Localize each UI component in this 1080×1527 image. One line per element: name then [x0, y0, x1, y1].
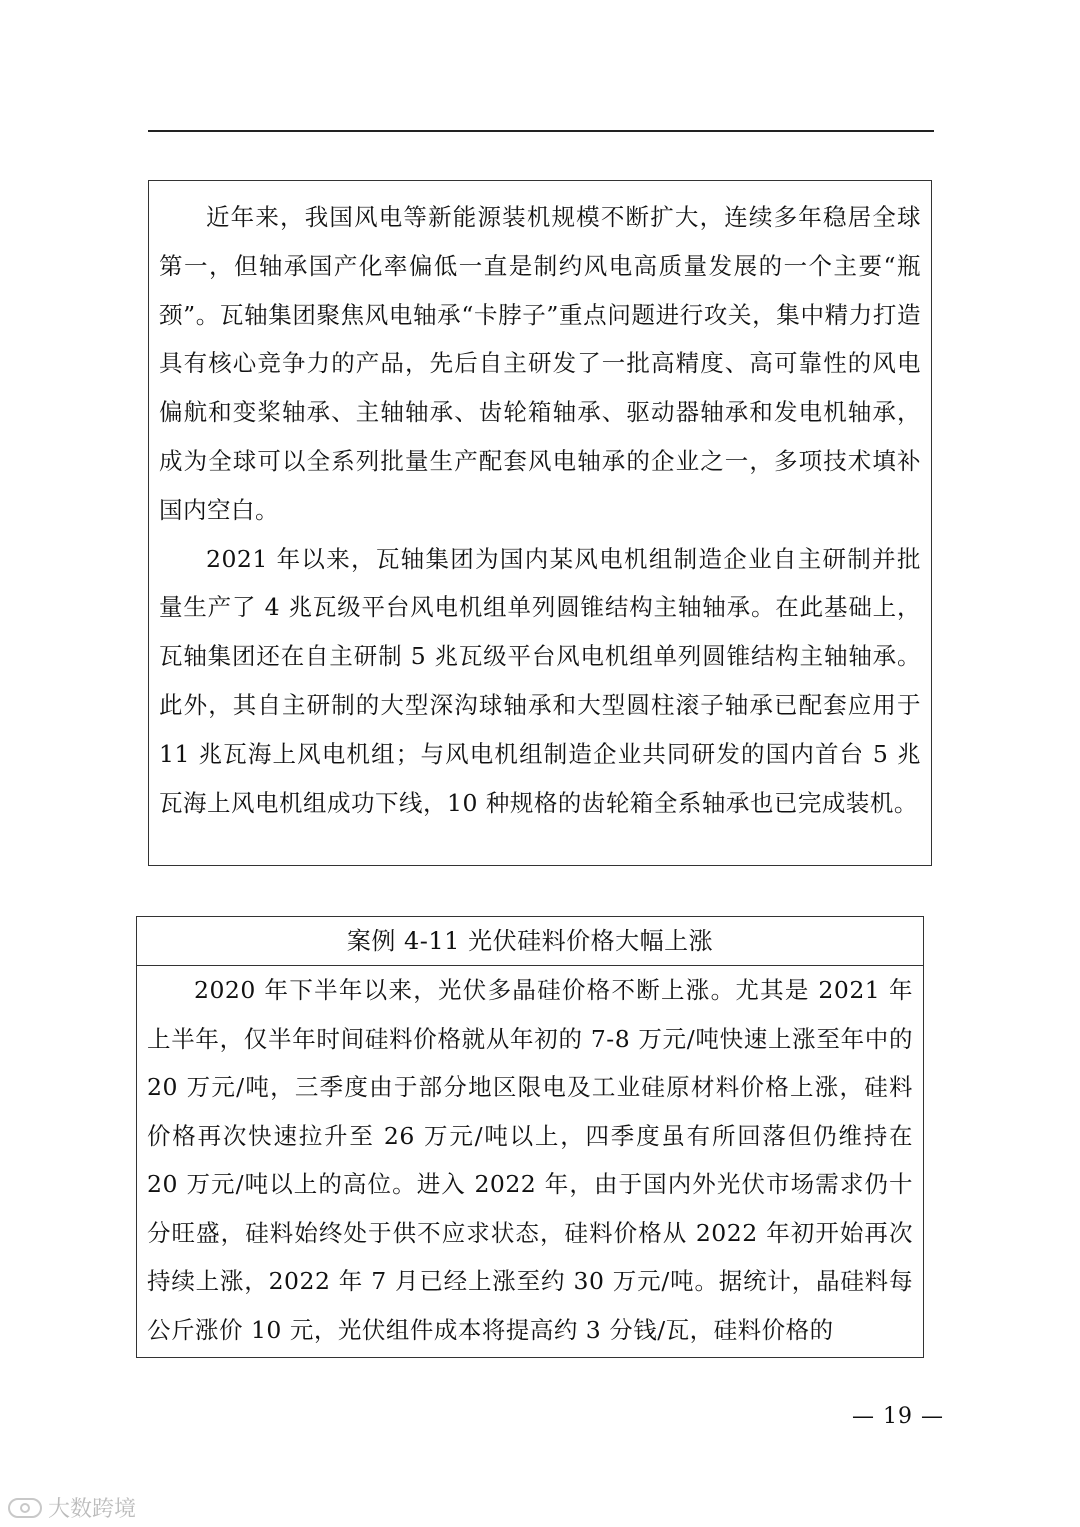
- case-title: 案例 4-11 光伏硅料价格大幅上涨: [137, 917, 923, 966]
- watermark: [8, 1492, 136, 1523]
- watermark-text: 大数跨境: [48, 1497, 137, 1522]
- header-rule: [148, 130, 934, 132]
- paragraph: 近年来，我国风电等新能源装机规模不断扩大，连续多年稳居全球第一，但轴承国产化率偏低一直是制约风电高质量发展的一个主要“瓶颈”。瓦轴集团聚焦风电轴承“卡脖子”重点问题进行攻关，集中精力打造具有核心竞争力的产品，先后自主研发了一批高精度、高可靠性的风电偏航和变桨轴承、主轴轴承、齿轮箱轴承、驱动器轴承和发电机轴承，成为全球可以全系列批量生产配套风电轴承的企业之一，多项技术填补国内空白。: [159, 203, 921, 524]
- case-box-wind-bearing: [148, 180, 932, 866]
- watermark-logo-icon: [8, 1498, 42, 1518]
- paragraph: 2021 年以来，瓦轴集团为国内某风电机组制造企业自主研制并批量生产了 4 兆瓦级平台风电机组单列圆锥结构主轴轴承。在此基础上，瓦轴集团还在自主研制 5 兆瓦级平台风电机组单列圆锥结构主轴轴承。此外，其自主研制的大型深沟球轴承和大型圆柱滚子轴承已配套应用于 11 兆瓦海上风电机组；与风电机组制造企业共同研发的国内首台 5 兆瓦海上风电机组成功下线，10 种规格的齿轮箱全系轴承也已完成装机。: [159, 544, 921, 817]
- page-number: — 19 —: [852, 1404, 944, 1429]
- paragraph: 2020 年下半年以来，光伏多晶硅价格不断上涨。尤其是 2021 年上半年，仅半年时间硅料价格就从年初的 7-8 万元/吨快速上涨至年中的 20 万元/吨，三季度由于部分地区限电及工业硅原材料价格上涨，硅料价格再次快速拉升至 26 万元/吨以上，四季度虽有所回落但仍维持在 20 万元/吨以上的高位。进入 2022 年，由于国内外光伏市场需求仍十分旺盛，硅料始终处于供不应求状态，硅料价格从 2022 年初开始再次持续上涨，2022 年 7 月已经上涨至约 30 万元/吨。据统计，晶硅料每公斤涨价 10 元，光伏组件成本将提高约 3 分钱/瓦，硅料价格的: [147, 976, 913, 1344]
- case-box-pv-silicon: [136, 916, 924, 1358]
